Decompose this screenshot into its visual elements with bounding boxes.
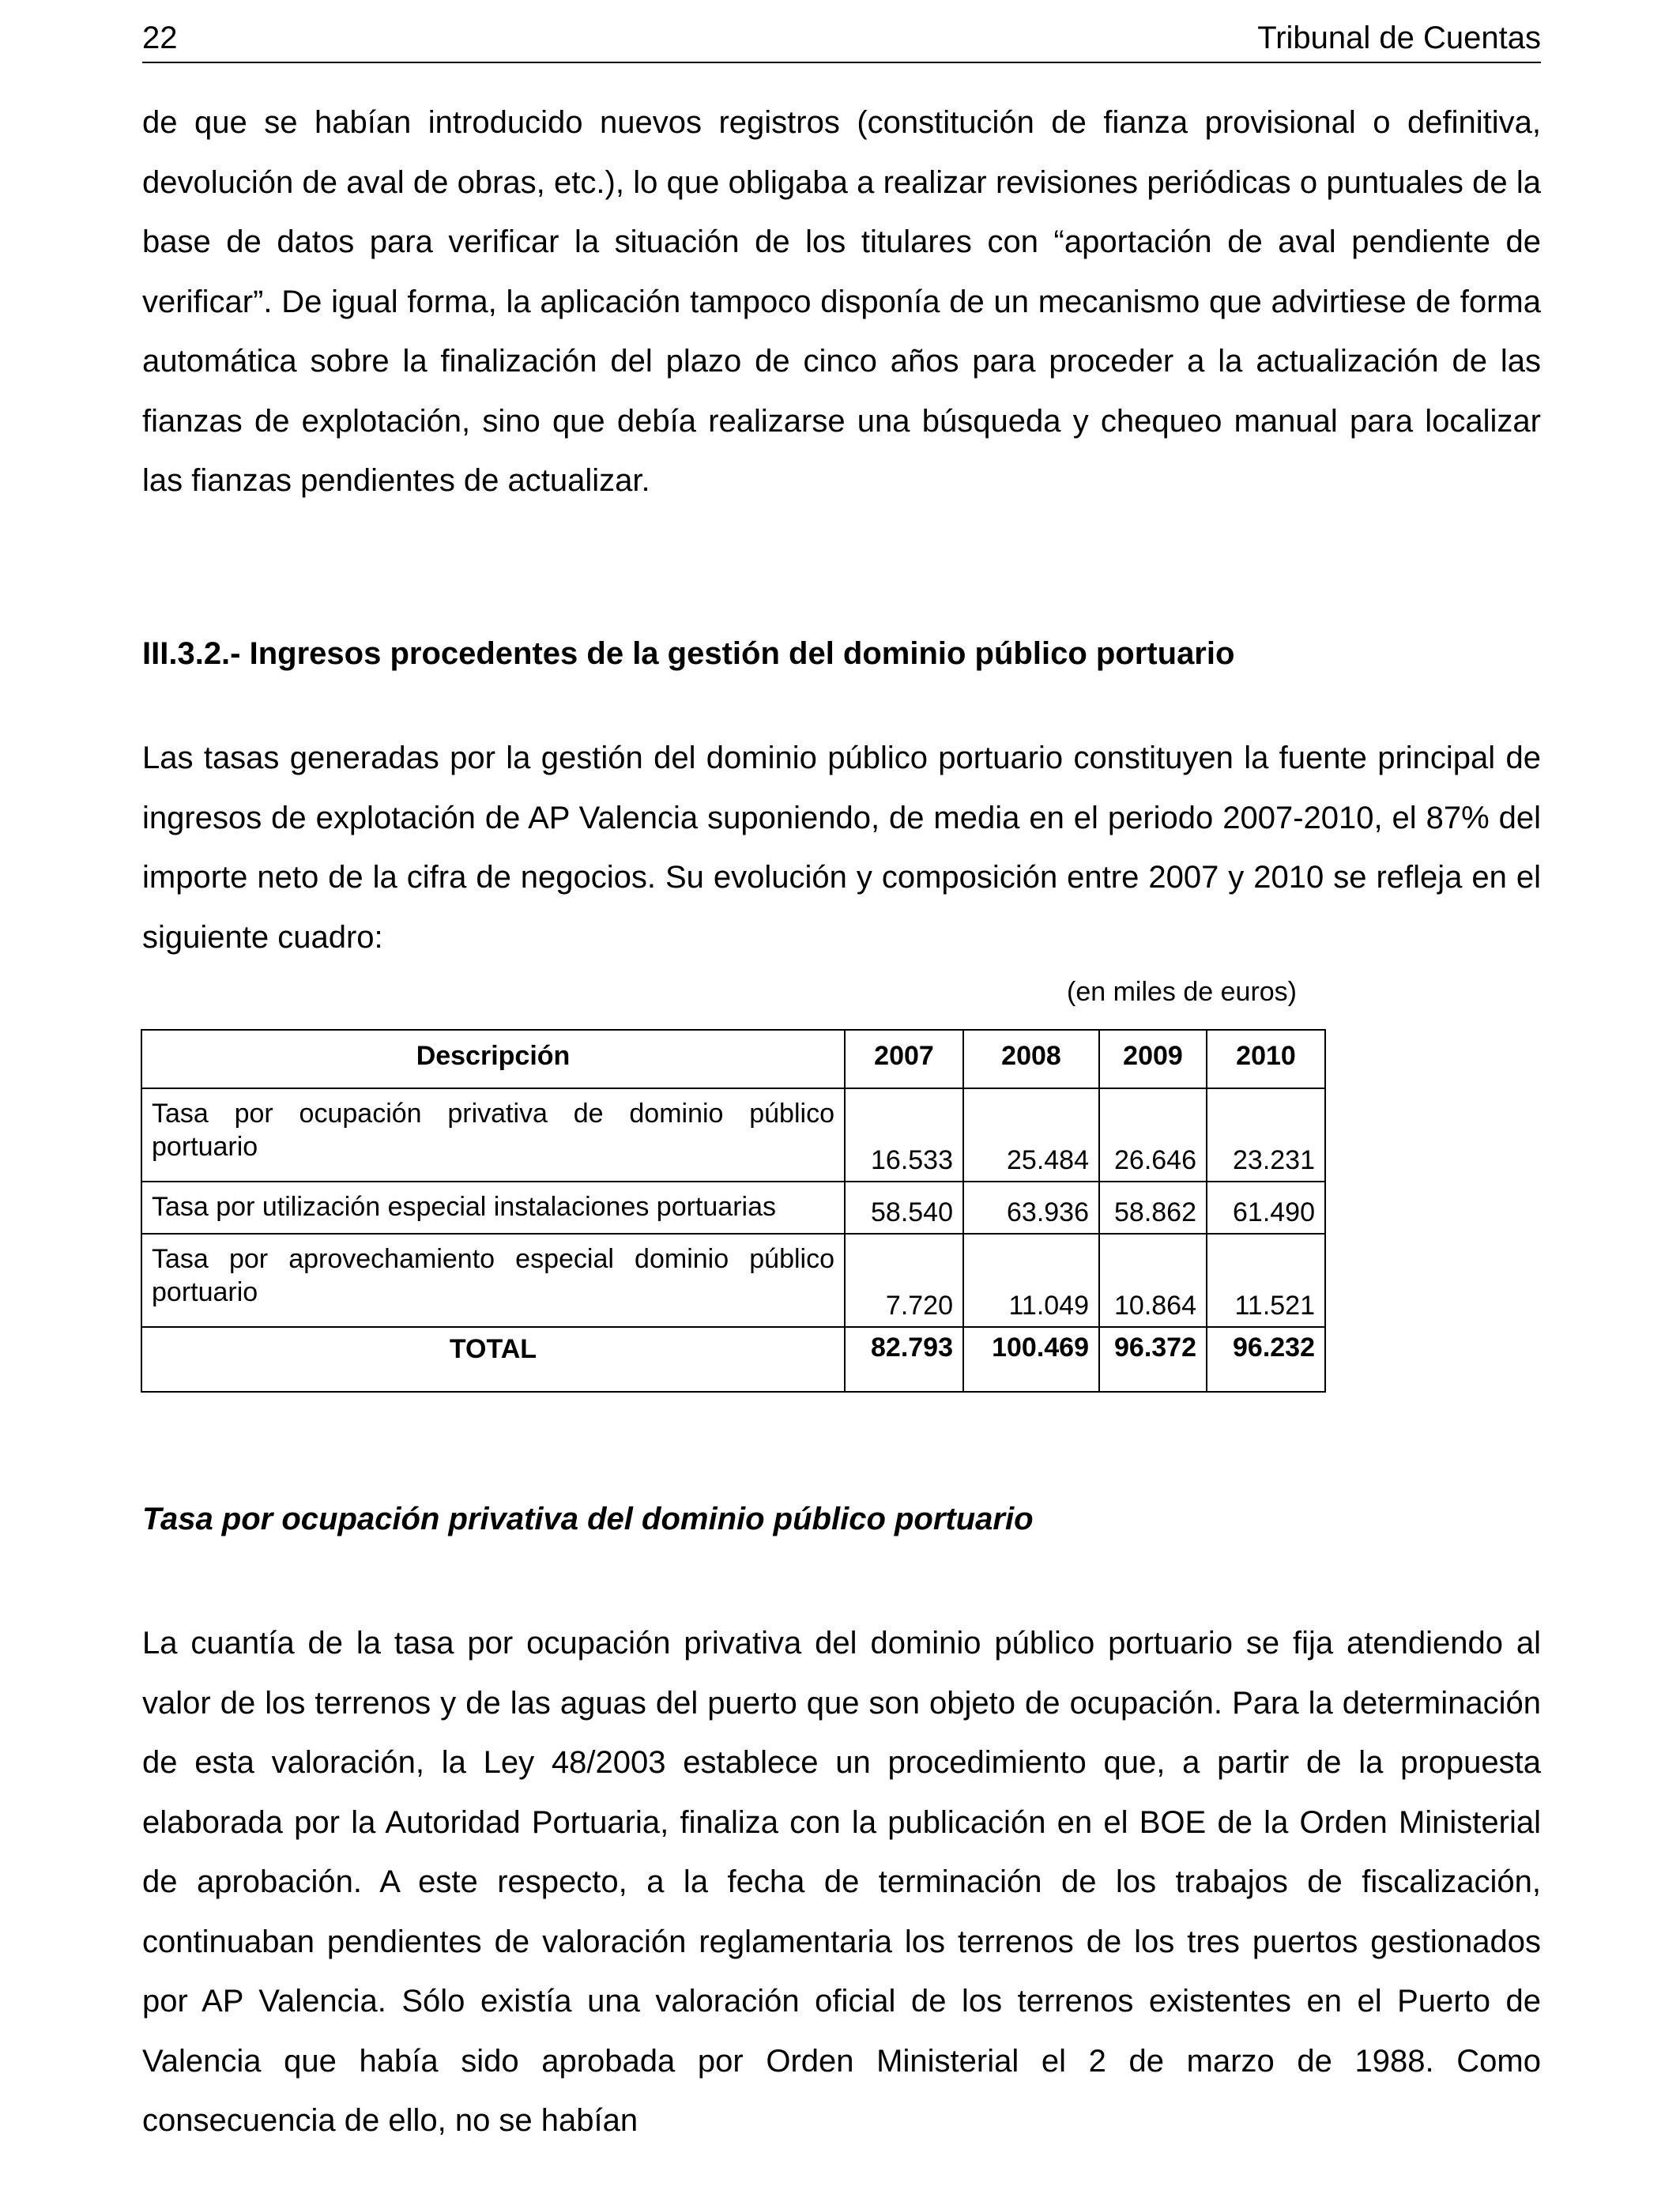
cell-2009: 10.864 — [1099, 1234, 1207, 1327]
page-header — [142, 17, 1541, 63]
cell-2007: 7.720 — [845, 1234, 963, 1327]
row-description: Tasa por ocupación privativa de dominio público portuario — [141, 1088, 845, 1182]
total-2007: 82.793 — [845, 1327, 963, 1392]
cell-2009: 26.646 — [1099, 1088, 1207, 1182]
row-description: Tasa por utilización especial instalaciones portuarias — [141, 1182, 845, 1234]
total-2008: 100.469 — [963, 1327, 1099, 1392]
cell-2010: 23.231 — [1207, 1088, 1325, 1182]
col-header-2009: 2009 — [1099, 1030, 1207, 1088]
table-row — [141, 1182, 1325, 1234]
paragraph-revenue-intro: Las tasas generadas por la gestión del dominio público portuario constituyen la fuente principal de ingresos de explotación de AP Valencia suponiendo, de media en el periodo 2007-2010, el 87% del importe neto de la cifra de negocios. Su evolución y composición entre 2007 y 2010 se refleja en el siguiente cuadro: — [142, 741, 1541, 955]
col-header-2007: 2007 — [845, 1030, 963, 1088]
table-header-row — [141, 1030, 1325, 1088]
cell-2007: 16.533 — [845, 1088, 963, 1182]
cell-2009: 58.862 — [1099, 1182, 1207, 1234]
table-row — [141, 1234, 1325, 1327]
page-number: 22 — [142, 21, 178, 55]
cell-2008: 11.049 — [963, 1234, 1099, 1327]
col-header-2010: 2010 — [1207, 1030, 1325, 1088]
header-organization: Tribunal de Cuentas — [1257, 21, 1541, 55]
col-header-description: Descripción — [141, 1030, 845, 1088]
cell-2007: 58.540 — [845, 1182, 963, 1234]
table-row — [141, 1088, 1325, 1182]
total-label: TOTAL — [141, 1327, 845, 1392]
section-heading: III.3.2.- Ingresos procedentes de la gestión del dominio público portuario — [142, 636, 1235, 671]
total-2009: 96.372 — [1099, 1327, 1207, 1392]
cell-2008: 63.936 — [963, 1182, 1099, 1234]
paragraph-land-valuation: La cuantía de la tasa por ocupación privativa del dominio público portuario se fija atendiendo al valor de los terrenos y de las aguas del puerto que son objeto de ocupación. Para la determinación de esta valoración, la Ley 48/2003 establece un procedimiento que, a partir de la propuesta elaborada por la Autoridad Portuaria, finaliza con la publicación en el BOE de la Orden Ministerial de aprobación. A este respecto, a la fecha de terminación de los trabajos de fiscalización, continuaban pendientes de valoración reglamentaria los terrenos de los tres puertos gestionados por AP Valencia. Sólo existía una valoración oficial de los terrenos existentes en el Puerto de Valencia que había sido aprobada por Orden Ministerial el 2 de marzo de 1988. Como consecuencia de ello, no se habían — [142, 1626, 1541, 2138]
table-units-note: (en miles de euros) — [1067, 977, 1298, 1007]
cell-2010: 61.490 — [1207, 1182, 1325, 1234]
paragraph-audit-findings: de que se habían introducido nuevos registros (constitución de fianza provisional o definitiva, devolución de aval de obras, etc.), lo que obligaba a realizar revisiones periódicas o puntuales de la base de datos para verificar la situación de los titulares con “aportación de aval pendiente de verificar”. De igual forma, la aplicación tampoco disponía de un mecanismo que advirtiese de forma automática sobre la finalización del plazo de cinco años para proceder a la actualización de las fianzas de explotación, sino que debía realizarse una búsqueda y chequeo manual para localizar las fianzas pendientes de actualizar. — [142, 105, 1541, 498]
cell-2010: 11.521 — [1207, 1234, 1325, 1327]
col-header-2008: 2008 — [963, 1030, 1099, 1088]
total-2010: 96.232 — [1207, 1327, 1325, 1392]
subsection-heading: Tasa por ocupación privativa del dominio público portuario — [142, 1502, 1034, 1536]
table-total-row — [141, 1327, 1325, 1392]
cell-2008: 25.484 — [963, 1088, 1099, 1182]
row-description: Tasa por aprovechamiento especial dominio público portuario — [141, 1234, 845, 1327]
revenue-table — [141, 1029, 1326, 1393]
